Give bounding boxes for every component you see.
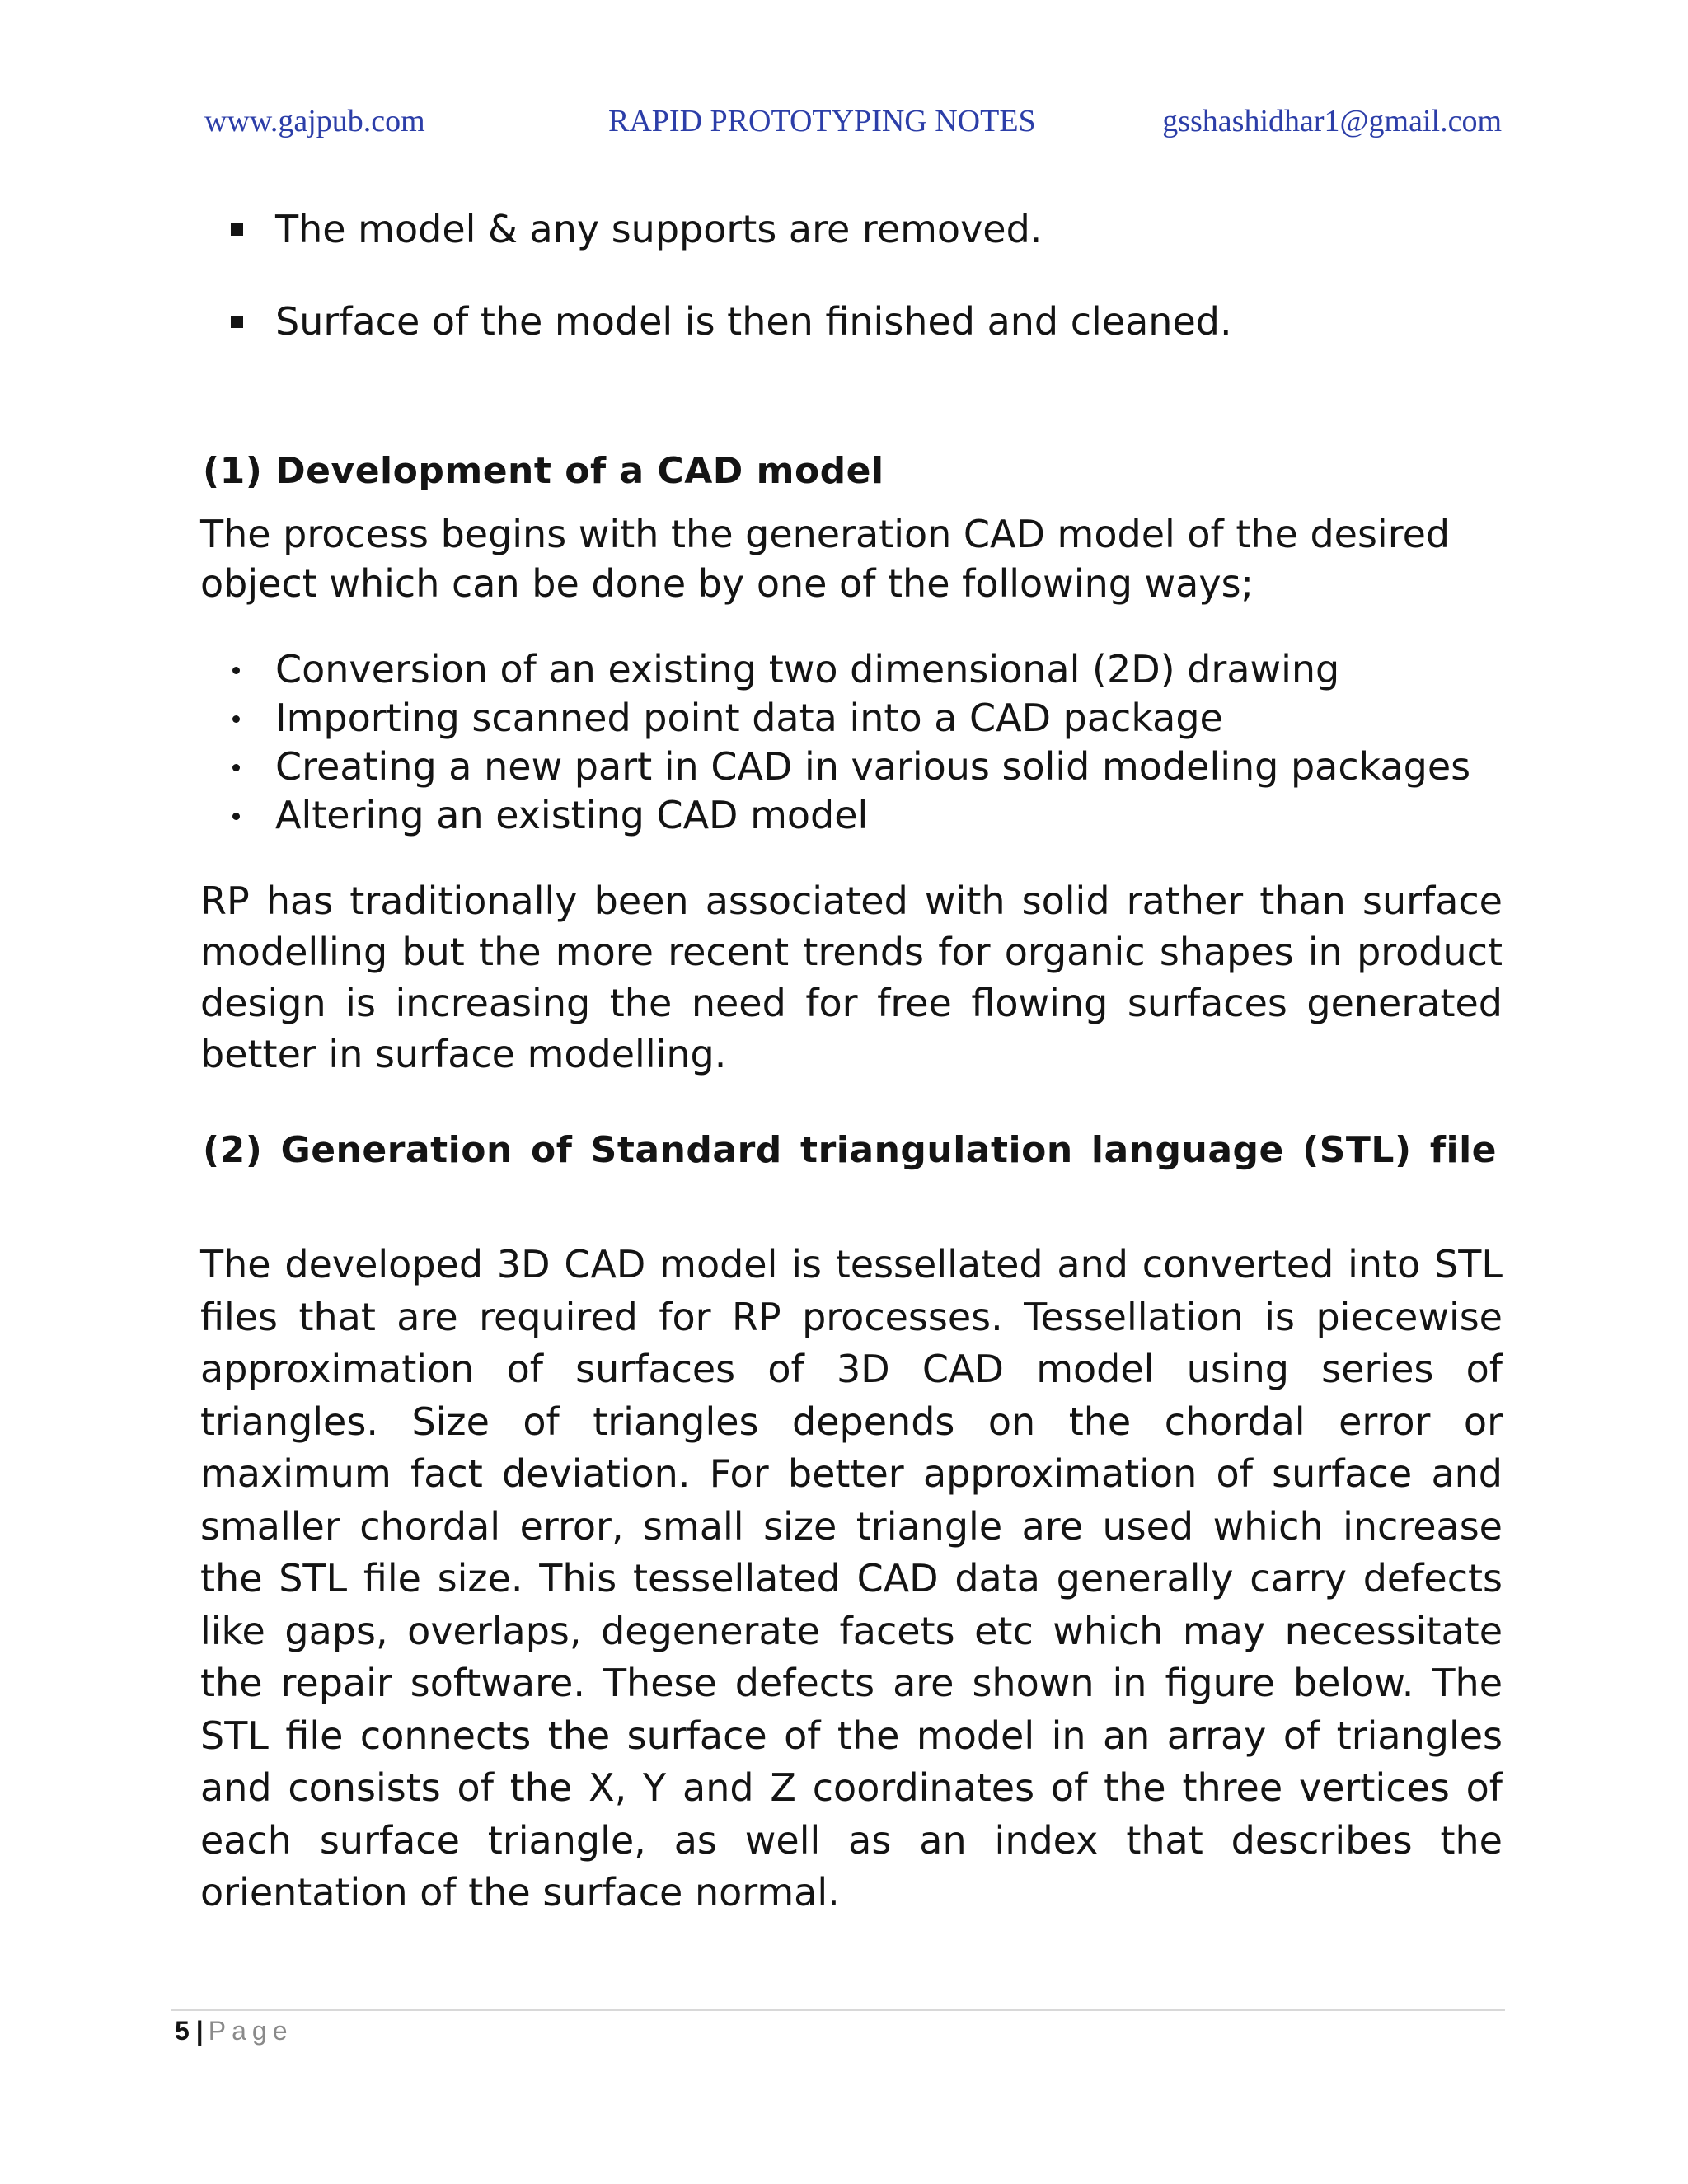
list-item (227, 645, 1505, 694)
bullet-dot-icon (232, 715, 240, 723)
list-item (227, 743, 1505, 791)
footer-divider (171, 2009, 1505, 2011)
square-bullet-icon (231, 223, 243, 236)
list-item (227, 204, 1505, 297)
page-header (204, 103, 1502, 144)
list-item (227, 297, 1505, 389)
list-item-text: The model & any supports are removed. (275, 207, 1043, 251)
section-intro-paragraph: The process begins with the generation CAD model of the desired object which can be done by one of the following ways; (200, 512, 1451, 606)
list-item-text: Creating a new part in CAD in various solid modeling packages (275, 744, 1471, 789)
list-item-text: Altering an existing CAD model (275, 793, 869, 837)
intro-bullet-list (227, 204, 1505, 389)
list-item (227, 694, 1505, 743)
section-heading-stl-file: (2) Generation of Standard triangulation language (STL) file (203, 1129, 1497, 1171)
square-bullet-icon (231, 316, 243, 328)
list-item-text: Conversion of an existing two dimensional (2D) drawing (275, 647, 1340, 691)
bullet-dot-icon (232, 667, 240, 674)
list-item (227, 791, 1505, 840)
header-email: gsshashidhar1@gmail.com (1162, 104, 1502, 138)
footer-separator: | (195, 2016, 204, 2046)
modelling-paragraph: RP has traditionally been associated with solid rather than surface modelling but the more recent trends for organic shapes in product design is increasing the need for free flowing surfaces generated better in surface modelling. (200, 879, 1503, 1076)
list-item-text: Surface of the model is then finished and cleaned. (275, 299, 1232, 344)
bullet-dot-icon (232, 764, 240, 771)
cad-methods-list (227, 645, 1505, 840)
bullet-dot-icon (232, 813, 240, 820)
page-number: 5 (175, 2016, 190, 2046)
list-item-text: Importing scanned point data into a CAD package (275, 696, 1223, 740)
header-website: www.gajpub.com (204, 104, 425, 138)
header-title: RAPID PROTOTYPING NOTES (608, 104, 1036, 138)
section-heading-cad-model: (1) Development of a CAD model (203, 450, 884, 492)
stl-paragraph: The developed 3D CAD model is tessellated and converted into STL files that are required for RP processes. Tessellation is piecewise approximation of surfaces of 3D CAD model using series of triangles. Size of triangles depends on the chordal error or maximum fact deviation. For better approximation of surface and smaller chordal error, small size triangle are used which increase the STL file size. This tessellated CAD data generally carry defects like gaps, overlaps, degenerate facets etc which may necessitate the repair software. These defects are shown in figure below. The STL file connects the surface of the model in an array of triangles and consists of the X, Y and Z coordinates of the three vertices of each surface triangle, as well as an index that describes the orientation of the surface normal. (200, 1242, 1503, 1915)
page-footer (175, 2016, 293, 2046)
page-label: Page (208, 2016, 293, 2046)
